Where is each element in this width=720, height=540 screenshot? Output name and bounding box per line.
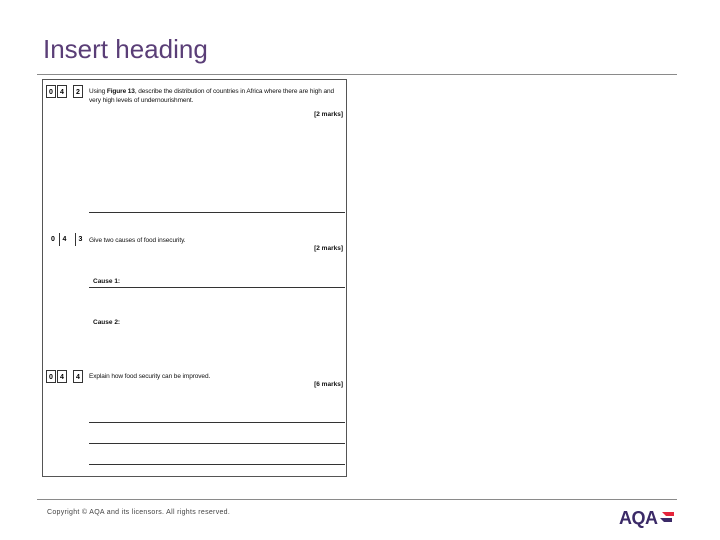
marks-label: [6 marks] (314, 381, 343, 388)
bottom-divider (37, 499, 677, 500)
aqa-logo (619, 508, 675, 529)
answer-line (89, 464, 345, 465)
marks-label: [2 marks] (314, 111, 343, 118)
answer-line (89, 212, 345, 213)
question-digit: 4 (57, 85, 67, 98)
logo-mark-icon (659, 510, 675, 528)
question-text-04-3: Give two causes of food insecurity. (89, 237, 186, 244)
question-digit: 4 (57, 370, 67, 383)
answer-line (89, 287, 345, 288)
question-digit: 0 (46, 370, 56, 383)
question-text-04-2: Using Figure 13, describe the distribution of countries in Africa where there are high and very high levels of undernourishment. (89, 88, 335, 104)
question-digit: 3 (75, 233, 85, 246)
question-text-04-4: Explain how food security can be improved. (89, 373, 211, 380)
cause-2-label: Cause 2: (93, 319, 121, 326)
logo-wordmark: AQA (619, 508, 658, 528)
top-divider (37, 74, 677, 75)
question-number-04-2 (46, 85, 84, 98)
question-digit: 4 (73, 370, 83, 383)
question-number-04-3 (48, 233, 86, 246)
marks-label: [2 marks] (314, 245, 343, 252)
page-title: Insert heading (43, 34, 208, 64)
answer-line (89, 443, 345, 444)
question-digit: 2 (73, 85, 83, 98)
answer-line (89, 422, 345, 423)
question-digit: 4 (59, 233, 69, 246)
question-number-04-4 (46, 370, 84, 383)
exam-question-sheet (42, 79, 347, 477)
cause-1-label: Cause 1: (93, 278, 121, 285)
copyright-notice: Copyright © AQA and its licensors. All rights reserved. (47, 509, 231, 516)
question-digit: 0 (46, 85, 56, 98)
question-digit: 0 (51, 236, 55, 243)
